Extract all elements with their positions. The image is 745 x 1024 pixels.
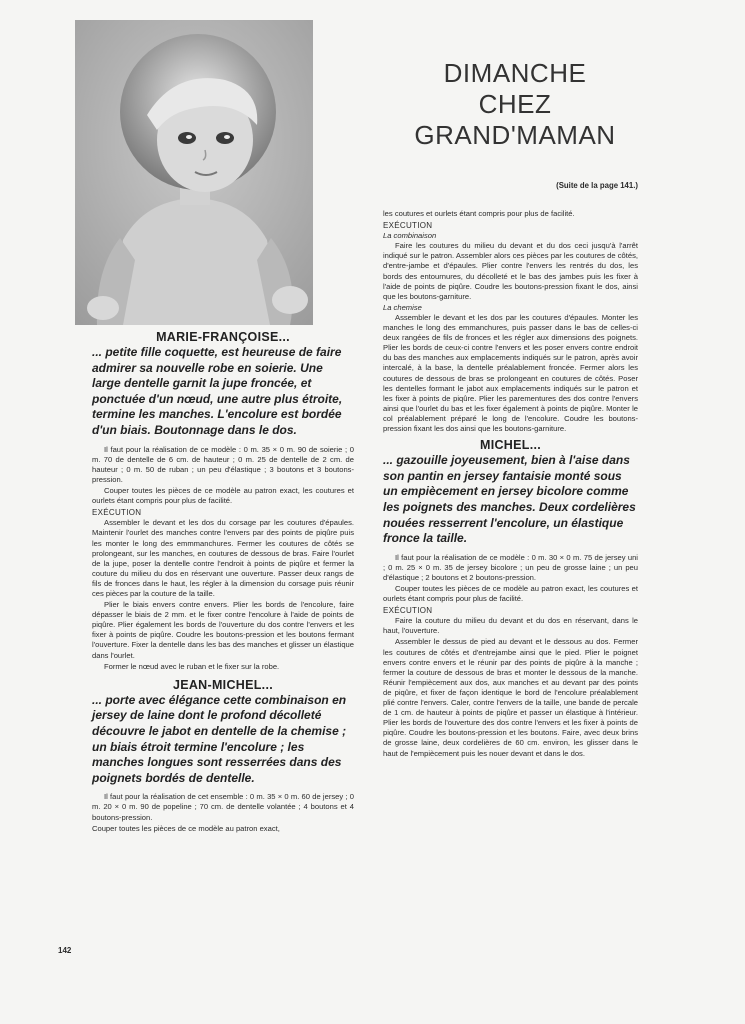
paragraph: Assembler le dessus de pied au devant et le dessous au dos. Fermer les coutures de côtés et d'entrejambe ainsi que le pied. Plier le poignet envers contre envers et le réunir par des points de piqûre à la manche ; fermer la couture de dessous de bras et monter le dessous de la manche. Réunir l'empiècement aux dos, aux manches et au devant par des points de piqûre, et fixer de façon identique le bord de l'encolure préalablement plié contre l'envers. Caler, contre l'envers de la taille, une bande de percale de 1 cm. de hauteur à points de piqûre et passer un élastique à l'intérieur. Plier les bords de l'ouverture des dos contre l'envers et les fixer à points de piqûre. Coudre les boutons-pression et les boutons. Faire, avec deux brins de grosse laine, deux cordelières de 60 cm. environ, les glisser dans le haut de l'empiècement puis les nouer devant et dans le dos.	[383, 637, 638, 758]
execution-heading: EXÉCUTION	[383, 221, 433, 231]
page-title	[380, 58, 650, 151]
paragraph: Faire les coutures du milieu du devant et du dos ceci jusqu'à l'arrêt indiqué sur le patron. Assembler alors ces pièces par les coutures de côtés, d'entre-jambe et d'épaules. Plier contre l'envers les rentrés du dos, les bords des entournures, du décolleté et le bas des jambes puis les fixer à l'aide de points de piqûre. Coudre les boutons-pression fixant le dos, ainsi que les boutons-garniture.	[383, 241, 638, 301]
paragraph: Assembler le devant et les dos du corsage par les coutures d'épaules. Maintenir l'ourlet des manches contre l'envers par des points de piqûre puis les monter le long des emmmanchures. Fermer les coutures de côtés se prolongeant, sur les manches, en coutures de dessous de bras. Faire l'ourlet de la jupe, poser la dentelle contre l'endroit à points de piqûre et fermer la couture du milieu du dos en réservant une ouverture. Passer deux rangs de fils de fronces dans le haut, les régler à la dimension du corsage puis réunir ces pièces par la couture de la taille.	[92, 518, 354, 598]
paragraph: Il faut pour la réalisation de ce modèle : 0 m. 35 × 0 m. 90 de soierie ; 0 m. 70 de dentelle de 6 cm. de hauteur ; 0 m. 25 de dentelle de 2 cm. de hauteur ; 0 m. 50 de ruban ; un peu d'élastique ; 3 boutons et 3 boutons-pression.	[92, 444, 354, 484]
paragraph: Couper toutes les pièces de ce modèle au patron exact, les coutures et ourlets étant compris pour plus de facilité.	[92, 486, 354, 506]
section-heading-jean: JEAN-MICHEL...	[172, 677, 274, 692]
section-heading-michel: MICHEL...	[479, 438, 542, 453]
subheading: La combinaison	[383, 231, 437, 241]
left-column	[92, 330, 354, 835]
continued-note: (Suite de la page 141.)	[556, 181, 638, 190]
paragraph: Couper toutes les pièces de ce modèle au patron exact,	[92, 823, 280, 833]
page-number: 142	[58, 946, 72, 955]
execution-heading: EXÉCUTION	[383, 606, 433, 616]
doll-photo	[75, 20, 313, 325]
title-line-2: CHEZ	[478, 89, 552, 119]
paragraph: Il faut pour la réalisation de cet ensemble : 0 m. 35 × 0 m. 60 de jersey ; 0 m. 20 × 0 m. 90 de popeline ; 70 cm. de dentelle volantée ; 4 boutons et 4 boutons-pression.	[92, 792, 354, 822]
paragraph: Il faut pour la réalisation de ce modèle : 0 m. 30 × 0 m. 75 de jersey uni ; 0 m. 25 × 0 m. 35 de jersey bicolore ; un peu de grosse laine ; un peu d'élastique ; 2 boutons et 2 boutons-pression.	[383, 552, 638, 582]
title-line-3: GRAND'MAMAN	[414, 120, 616, 150]
execution-heading: EXÉCUTION	[92, 508, 142, 518]
subheading: La chemise	[383, 302, 422, 312]
lead-michel: ... gazouille joyeusement, bien à l'aise dans son pantin en jersey fantaisie monté sous un empiècement en jersey bicolore comme les poignets des manches. Deux cordelières nouées resserrent l'encolure, un élastique fronce la taille.	[383, 453, 636, 546]
paragraph: Faire la couture du milieu du devant et du dos en réservant, dans le haut, l'ouverture.	[383, 616, 638, 636]
paragraph: les coutures et ourlets étant compris pour plus de facilité.	[383, 209, 575, 218]
paragraph: Former le nœud avec le ruban et le fixer sur la robe.	[104, 661, 280, 671]
title-line-1: DIMANCHE	[443, 58, 587, 88]
paragraph: Plier le biais envers contre envers. Plier les bords de l'encolure, faire dépasser le biais de 2 mm. et le fixer contre l'encolure à l'aide de points de piqûre. Plier également les bords de l'ouverture du dos contre l'envers et les fixer à points de piqûre. Coudre les boutons-pression et les boutons fermant l'ouverture. Fixer la dentelle dans les bas des manches et glisser un élastique dans l'ourlet.	[92, 600, 354, 660]
section-heading-marie: MARIE-FRANÇOISE...	[156, 330, 290, 344]
paragraph: Assembler le devant et les dos par les coutures d'épaules. Monter les manches le long des emmanchures, puis passer dans le bas de celles-ci deux rangées de fils de fronces et les régler aux dimensions des poignets. Plier les bords de ceux-ci contre l'envers et les poser envers contre endroit du bas des manches aux emplacements indiqués sur le patron, après avoir intercalé, à la base, la dentelle préalablement froncée. Fermer alors les coutures de dessous de bras se prolongeant en coutures de côtés. Poser les dentelles formant le jabot aux emplacements indiqués sur le patron et les fixer à points de piqûre. Plier les parementures des dos contre l'envers ainsi que l'ourlet du bas et les fixer également à points de piqûre. Monter le col préalablement préparé le long de l'encolure. Coudre les boutons-pression fixant les dos ainsi que les boutons-garniture.	[383, 312, 638, 433]
paragraph: Couper toutes les pièces de ce modèle au patron exact, les coutures et ourlets étant compris pour plus de facilité.	[383, 584, 638, 604]
lead-jean: ... porte avec élégance cette combinaison en jersey de laine dont le profond décolleté découvre le jabot en dentelle de la chemise ; un biais étroit termine l'encolure ; les manches longues sont resserrées dans des poignets bordés de dentelle.	[92, 692, 347, 785]
lead-marie: ... petite fille coquette, est heureuse de faire admirer sa nouvelle robe en soierie. Une large dentelle garnit la jupe froncée, et ponctuée d'un nœud, une autre plus étroite, termine les manches. L'encolure est bordée d'un biais. Boutonnage dans le dos.	[92, 345, 343, 438]
right-column	[383, 209, 638, 760]
